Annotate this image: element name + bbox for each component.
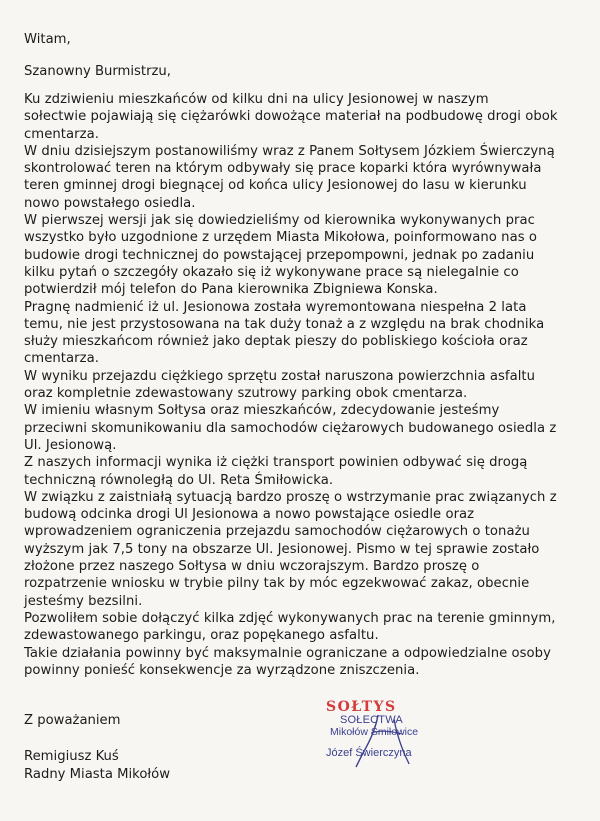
body-line: potwierdził mój telefon do Pana kierownika Zbigniewa Konska. (24, 282, 438, 298)
stamp-place: Mikołów Śmiłowice (330, 726, 419, 738)
body-line: wszystko było uzgodnione z urzędem Miasta Mikołowa, poinformowano nas o (24, 230, 537, 246)
body-line: złożone przez naszego Sołtysa w dniu wczorajszym. Bardzo proszę o (24, 559, 480, 575)
body-line: rozpatrzenie wniosku w trybie pilny tak by móc egzekwować zakaz, obecnie (24, 576, 530, 592)
stamp-title: SOŁTYS (326, 699, 397, 715)
signature-block (24, 748, 170, 784)
body-line: nowo powstałego osiedla. (24, 195, 196, 211)
body-line: oraz kompletnie zdewastowany szutrowy parking obok cmentarza. (24, 386, 468, 402)
body-line: przeciwni skomunikowaniu dla samochodów ciężarowych budowanego osiedla z (24, 420, 557, 436)
closing: Z poważaniem (24, 713, 121, 728)
body-line: W wyniku przejazdu ciężkiego sprzętu został naruszona powierzchnia asfaltu (24, 368, 536, 384)
body-line: cmentarza. (24, 351, 99, 367)
signer-title: Radny Miasta Mikołów (24, 767, 170, 782)
body-line: powinny ponieść konsekwencje za wyrządzone zniszczenia. (24, 662, 420, 678)
body-line: techniczną równoległą do Ul. Reta Śmiłowicka. (24, 472, 334, 488)
official-stamp (308, 697, 440, 775)
body-line: temu, nie jest przystosowana na tak duży tonaż a z względu na brak chodnika (24, 316, 545, 332)
body-line: W związku z zaistniałą sytuacją bardzo proszę o wstrzymanie prac związanych z (24, 489, 557, 505)
body-line: cmentarza. (24, 126, 99, 142)
body-line: budową odcinka drogi Ul Jesionowa a nowo powstające osiedle oraz (24, 507, 475, 523)
body-line: kilku pytań o szczegóły okazało się iż wykonywane prace są nielegalnie co (24, 264, 519, 280)
body-line: Ul. Jesionową. (24, 437, 117, 453)
salutation: Szanowny Burmistrzu, (24, 64, 171, 79)
body-line: W imieniu własnym Sołtysa oraz mieszkańców, zdecydowanie jesteśmy (24, 403, 500, 419)
body-line: budowie drogi technicznej do powstającej przepompowni, jednak po zadaniu (24, 247, 535, 263)
body-line: wyższym jak 7,5 tony na obszarze Ul. Jesionowej. Pismo w tej sprawie zostało (24, 541, 540, 557)
handwritten-signature (308, 697, 440, 775)
signer-name: Remigiusz Kuś (24, 749, 119, 764)
body-line: Z naszych informacji wynika iż ciężki transport powinien odbywać się drogą (24, 455, 528, 471)
body-line: sołectwie pojawiają się ciężarówki dowożące materiał na podbudowę drogi obok (24, 109, 558, 125)
body-line: jesteśmy bezsilni. (24, 593, 143, 609)
body-line: skontrolować teren na którym odbywały się prace koparki która wyrównywała (24, 161, 542, 177)
body-line: zdewastowanego parkingu, oraz popękanego asfaltu. (24, 628, 379, 644)
body-line: Pragnę nadmienić iż ul. Jesionowa została wyremontowana niespełna 2 lata (24, 299, 527, 315)
body-line: teren gminnej drogi biegnącej od końca ulicy Jesionowej do lasu w kierunku (24, 178, 527, 194)
body-line: Takie działania powinny być maksymalnie ograniczane a odpowiedzialne osoby (24, 645, 551, 661)
body-line: wprowadzeniem ograniczenia przejazdu samochodów ciężarowych o tonażu (24, 524, 530, 540)
body-line: W pierwszej wersji jak się dowiedzieliśmy od kierownika wykonywanych prac (24, 213, 535, 229)
body-line: Ku zdziwieniu mieszkańców od kilku dni na ulicy Jesionowej w naszym (24, 92, 489, 107)
body-line: służy mieszkańcom również jako deptak pieszy do pobliskiego kościoła oraz (24, 334, 528, 350)
stamp-subtitle: SOŁECTWA (340, 714, 403, 726)
letter-body (24, 91, 596, 679)
body-line: Pozwoliłem sobie dołączyć kilka zdjęć wykonywanych prac na terenie gminnym, (24, 610, 556, 626)
stamp-name: Józef Świerczyna (326, 747, 412, 759)
body-line: W dniu dzisiejszym postanowiliśmy wraz z Panem Sołtysem Józkiem Świerczyną (24, 143, 555, 159)
greeting: Witam, (24, 32, 71, 47)
